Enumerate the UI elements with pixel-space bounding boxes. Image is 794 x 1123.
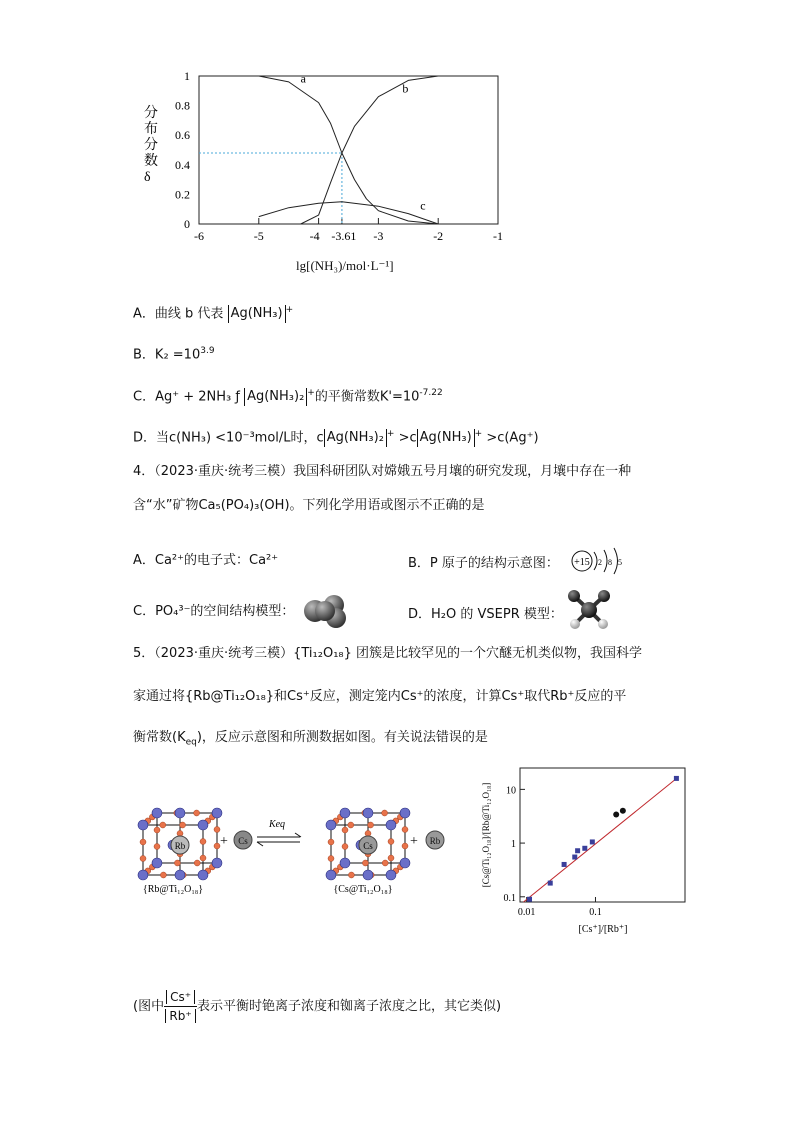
titanium-atom <box>212 808 222 818</box>
titanium-atom <box>363 870 373 880</box>
plus-sign: + <box>220 834 228 849</box>
keq-label: Keq <box>268 819 286 830</box>
data-point <box>613 812 619 818</box>
titanium-atom <box>175 808 185 818</box>
y-axis-label <box>144 105 158 185</box>
right-caption: {Cs@Ti₁₂O₁₈} <box>333 884 393 895</box>
oxygen-atom <box>362 860 368 866</box>
x-tick-label: -4 <box>309 229 320 243</box>
cs-cage-structure <box>326 808 410 880</box>
titanium-atom <box>152 808 162 818</box>
curve-a <box>259 76 438 224</box>
oxygen-atom <box>200 839 206 845</box>
x-axis-label: [Cs⁺]/[Rb⁺] <box>578 924 628 935</box>
titanium-atom <box>400 858 410 868</box>
tick-labels <box>504 785 602 918</box>
oxygen-atom <box>140 839 146 845</box>
x-tick-label: -2 <box>433 229 444 243</box>
x-tick-label: 0.1 <box>589 907 602 918</box>
x-tick-label: -3 <box>373 229 384 243</box>
y-label-char: 分 <box>144 138 158 153</box>
oxygen-atom <box>214 827 220 833</box>
oxygen-atom <box>194 860 200 866</box>
oxygen-atom <box>180 822 186 828</box>
h2o-vsepr-model <box>565 588 613 632</box>
y-label-char: δ <box>144 170 151 185</box>
y-tick-labels <box>175 69 190 231</box>
q5-line2: 家通过将{Rb@Ti₁₂O₁₈}和Cs⁺反应，测定笼内Cs⁺的浓度，计算Cs⁺取代Rb⁺反应的平 <box>133 689 627 704</box>
q4-option-c: C．PO₄³⁻的空间结构模型： <box>133 604 295 619</box>
oxygen-atom <box>194 810 200 816</box>
plot-frame <box>199 76 498 224</box>
left-caption: {Rb@Ti₁₂O₁₈} <box>142 884 204 895</box>
q4-option-b: B．P 原子的结构示意图： <box>408 556 559 571</box>
titanium-atom <box>326 870 336 880</box>
x-tick-label: -3.61 <box>331 229 357 243</box>
svg-text:5: 5 <box>618 558 622 567</box>
x-tick-labels <box>194 218 503 243</box>
svg-text:2: 2 <box>598 558 602 567</box>
x-tick-label: -1 <box>493 229 503 243</box>
data-point <box>527 897 532 902</box>
log-log-chart <box>470 760 700 945</box>
fit-line <box>524 777 679 902</box>
central-ion-label: Cs <box>363 841 373 851</box>
oxygen-atom <box>388 839 394 845</box>
oxygen-atom <box>160 822 166 828</box>
formula: Ag(NH₃) <box>228 305 286 323</box>
plot-frame <box>520 768 685 902</box>
equilibrium-arrow <box>257 833 301 846</box>
option-c: C．Ag⁺ + 2NH₃ ƒ Ag(NH₃)₂ +的平衡常数$K'=10^{-7.22}$ <box>133 388 443 405</box>
titanium-atom <box>198 870 208 880</box>
curve-label-c: c <box>420 198 426 213</box>
data-point <box>548 881 553 886</box>
oxygen-atom <box>342 844 348 850</box>
y-tick-label: 1 <box>511 839 516 851</box>
titanium-atom <box>198 820 208 830</box>
titanium-atom <box>400 808 410 818</box>
oxygen-atom <box>200 855 206 861</box>
oxygen-atom <box>382 860 388 866</box>
oxygen-atom <box>348 822 354 828</box>
titanium-atom <box>175 870 185 880</box>
titanium-atom <box>340 858 350 868</box>
titanium-atom <box>138 820 148 830</box>
svg-text:8: 8 <box>608 558 612 567</box>
svg-text:+15: +15 <box>574 557 590 568</box>
x-tick-label: -6 <box>194 229 204 243</box>
oxygen-atom <box>382 810 388 816</box>
y-axis-label: [Cs@Ti₁₂O₁₈]/[Rb@Ti₁₂O₁₈] <box>481 782 491 888</box>
option-a: A．曲线 b 代表 Ag(NH₃) + <box>133 305 294 322</box>
y-tick-label: 0.6 <box>175 128 190 143</box>
titanium-atom <box>340 808 350 818</box>
y-label-char: 布 <box>144 122 158 137</box>
y-tick-label: 0.1 <box>503 892 516 904</box>
reaction-scheme <box>125 795 455 905</box>
oxygen-atom <box>160 872 166 878</box>
oxygen-atom <box>328 856 334 862</box>
oxygen-atom <box>154 844 160 850</box>
titanium-atom <box>326 820 336 830</box>
curve-c <box>259 202 438 224</box>
q4-line1: 4．（2023·重庆·统考三模）我国科研团队对嫦娥五号月壤的研究发现，月壤中存在一种 <box>133 464 632 479</box>
oxygen-atom <box>140 856 146 862</box>
data-point <box>620 808 626 814</box>
svg-text:Rb: Rb <box>429 836 441 846</box>
titanium-atom <box>386 820 396 830</box>
titanium-atom <box>363 808 373 818</box>
central-ion-label: Rb <box>174 841 186 851</box>
oxygen-atom <box>348 872 354 878</box>
data-point <box>590 839 595 844</box>
y-label-char: 数 <box>144 154 158 169</box>
q5-footnote: (图中 $\frac{Cs^+}{Rb^+}$ 表示平衡时铯离子浓度和铷离子浓度之比，其它类似) <box>133 990 502 1023</box>
x-axis-label: lg[(NH₃)/mol·L⁻¹] <box>296 258 394 273</box>
plus-sign: + <box>410 834 418 849</box>
data-marks <box>524 776 679 902</box>
y-tick-label: 10 <box>506 785 516 797</box>
oxygen-atom <box>368 822 374 828</box>
svg-text:Cs: Cs <box>238 836 248 846</box>
y-tick-label: 1 <box>184 69 190 83</box>
data-point <box>562 862 567 867</box>
titanium-atom <box>386 870 396 880</box>
data-point <box>674 776 679 781</box>
q5-line3: 衡常数$(K_{eq})$，反应示意图和所测数据如图。有关说法错误的是 <box>133 730 488 748</box>
y-tick-label: 0.8 <box>175 98 190 113</box>
p-atom-structure-diagram <box>570 546 630 576</box>
oxygen-atom <box>328 839 334 845</box>
option-b: B．$K_2 =10^{3.9}$ <box>133 346 215 363</box>
po4-space-filling-model <box>300 593 352 629</box>
data-point <box>575 848 580 853</box>
titanium-atom <box>138 870 148 880</box>
x-tick-label: -5 <box>253 229 264 243</box>
titanium-atom <box>212 858 222 868</box>
oxygen-atom <box>402 827 408 833</box>
rb-cage-structure <box>138 808 222 880</box>
oxygen-atom <box>342 827 348 833</box>
x-tick-label: 0.01 <box>517 907 536 918</box>
y-tick-label: 0 <box>184 217 190 231</box>
data-point <box>582 846 587 851</box>
curve-labels <box>301 71 426 212</box>
y-tick-label: 0.4 <box>175 157 190 172</box>
oxygen-atom <box>154 827 160 833</box>
curve-label-b: b <box>402 81 409 96</box>
oxygen-atom <box>388 855 394 861</box>
curves <box>259 76 438 224</box>
curve-label-a: a <box>300 71 307 86</box>
distribution-chart <box>130 65 510 285</box>
q4-option-a: A．Ca²⁺的电子式：Ca²⁺ <box>133 553 279 568</box>
option-d: D．当c(NH₃) <10⁻³mol/L时，c Ag(NH₃)₂ + >c Ag(NH₃) + >c(Ag⁺) <box>133 429 539 446</box>
titanium-atom <box>152 858 162 868</box>
q4-line2: 含“水”矿物Ca₅(PO₄)₃(OH)。下列化学用语或图示不正确的是 <box>133 498 485 513</box>
y-label-char: 分 <box>144 106 158 121</box>
oxygen-atom <box>174 860 180 866</box>
q4-option-d: D．H₂O 的 VSEPR 模型： <box>408 607 563 622</box>
q5-line1: 5．（2023·重庆·统考三模）{Ti₁₂O₁₈} 团簇是比较罕见的一个穴醚无机类似物，我国科学 <box>133 646 643 661</box>
oxygen-atom <box>402 843 408 849</box>
y-tick-label: 0.2 <box>175 187 190 202</box>
data-point <box>572 855 577 860</box>
ratio-fraction: $\frac{Cs^+}{Rb^+}$ <box>164 988 197 1025</box>
